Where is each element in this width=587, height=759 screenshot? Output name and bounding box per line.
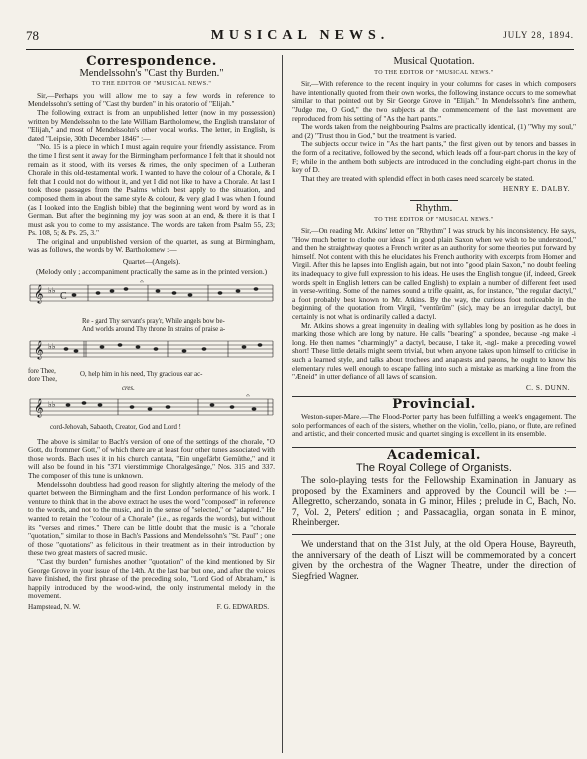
music-staff-2 — [28, 335, 275, 365]
lyric-line: O, help him in his need, Thy gracious ear ac- — [80, 370, 203, 378]
to-editor-line: TO THE EDITOR OF "MUSICAL NEWS." — [91, 81, 212, 88]
signature — [28, 603, 269, 612]
quartet-note: (Melody only ; accompaniment practically the same as in the printed version.) — [35, 266, 268, 276]
svg-text:C: C — [60, 291, 67, 303]
right-column — [292, 56, 576, 582]
separator — [292, 534, 576, 535]
paragraph: We understand that on the 31st July, at the old Opera House, Bayreuth, the anniversary of the death of Liszt will be commemorated by a concert given by the orchestra of the Wagner Theatre, under the direction of Siegfried Wagner. — [292, 539, 576, 582]
issue-date: JULY 28, 1894. — [503, 30, 574, 40]
article-title: Mendelssohn's "Cast thy Burden." — [79, 67, 224, 79]
paragraph: Mendelssohn doubtless had good reason for slightly altering the melody of the quartet between the Birmingham and the first London performance of his work. I venture to think that in the above extract he uses the word "composed" in reference to the words, and not to the music, and in the sense of "selected," or "adapted." He wanted to retain the "colour of a Chorale" (i.e., as regards the words), but without its "verses and rimes." There can be little doubt that the music is a "chorale "quotation," similar to those in Bach's Passions and Mendelssohn's "St. Paul" ; one of those "quotations" as felicitous in their treatment as in their introduction by these two great masters of sacred music. — [28, 479, 275, 558]
dynamic-marking: cres. — [122, 384, 135, 392]
column-divider — [282, 55, 283, 753]
section-heading-provincial: Provincial. — [392, 397, 476, 413]
paragraph: The words taken from the neighbouring Psalms are practically identical, (1) "Why my soul," and (2) "Trust thou in God," but the treatment is varied. — [292, 122, 576, 140]
svg-text:𝄐: 𝄐 — [246, 393, 250, 401]
paragraph: Sir,—With reference to the recent inquiry in your columns for cases in which composers have intentionally quoted from their own works, the following instance occurs to me somewhat similar to that pointed out by Sir George Grove in "Elijah." In Mendelssohn's fine anthem, "Judge me, O God," the two subjects at the commencement of the last movement are reproduced from his setting of "As the hart pants." — [292, 79, 576, 123]
svg-text:𝄞: 𝄞 — [34, 400, 44, 418]
paragraph: Mr. Atkins shows a great ingenuity in dealing with syllables long by position as he does in marking those which are long by nature. He calls "bearing" a spondee, because -ng make -i long. He then names "charmingly" a dactyl, because, I take it, -ngl- make a preceding vowel short! These little details might seem trivial, but when anyone takes upon himself to criticise in such a learned style, and talks about trochees and anapæsts and pæons, he ought to know his elementary rules well enough to escape falling into such a mistake as marking a line from the "Æneid" in utter defiance of all laws of scansion. — [292, 320, 576, 382]
music-staff-3 — [28, 393, 275, 421]
svg-text:♭♭: ♭♭ — [48, 400, 56, 410]
article-title: The Royal College of Organists. — [356, 462, 512, 475]
svg-text:𝄞: 𝄞 — [34, 286, 44, 304]
paragraph: Sir,—Perhaps you will allow me to say a few words in reference to Mendelssohn's setting of "Cast thy burden" in his oratorio of "Elijah." — [28, 90, 275, 109]
svg-text:♭♭: ♭♭ — [48, 286, 56, 296]
page-number: 78 — [26, 28, 39, 43]
paragraph: Weston-super-Mare.—The Flood-Porter party has been fulfilling a week's engagement. The solo performances of each of the sisters, whether on the violin, 'cello, piano, or flute, are refined and artistic, and their concerted music and quartet singing is excellent in its ensemble. — [292, 411, 576, 439]
music-score — [28, 279, 275, 432]
section-heading-correspondence: Correspondence. — [86, 54, 217, 69]
large-type-block — [292, 476, 576, 582]
section-heading-academical: Academical. — [387, 447, 481, 463]
signature-name: C. S. DUNN. — [525, 383, 570, 392]
lyric-line: cord-Jehovah, Sabaoth, Creator, God and Lord ! — [50, 424, 181, 431]
paragraph: "Cast thy burden" furnishes another "quotation" of the kind mentioned by Sir George Grove in your issue of the 14th. At the last bar but one, and after the voices have finished, the first phrase of the preceding solo, "Lord God of Abraham," is happily introduced by the wood-wind, the only instrumental melody in the movement. — [28, 556, 275, 601]
header-rule — [26, 49, 574, 50]
left-column — [28, 56, 275, 611]
masthead: MUSICAL NEWS. — [210, 28, 390, 43]
svg-text:𝄐: 𝄐 — [140, 279, 144, 287]
quoted-letter: "No. 15 is a piece in which I must again require your friendly assistance. From the time I first sent it away for the Birmingham performance I felt that it should not remain as it stood, with its verses & rimes, the only specimen of a Lutheran Chorale in this old-testamental work. I wanted to have the colour of a Chorale, & I felt that I could not do without it, and yet I did not like to have a Chorale. At last I took those passages from the Psalms which best apply to the situation, and composed them in about the same style & colour, & very glad I was when I found (as I looked into the English bible) that the beginning went word by word as in German. But after the beginning my joy was soon at an end, & there it is that I must ask you to come to my assistance. The words are taken from Psalm 55, 23; Ps. 108, 5; & Ps. 25, 3." — [28, 142, 275, 238]
signature-name: F. G. EDWARDS. — [216, 602, 269, 611]
paragraph: The subjects occur twice in "As the hart pants," the first given out by tenors and basses in the form of a recitative, followed by the second, which leads off a four-part chorus in the key of F; while in the anthem both subjects are introduced in the concluding eight-part chorus in the key of D. — [292, 139, 576, 175]
music-staff-1 — [28, 279, 275, 315]
to-editor-line: TO THE EDITOR OF "MUSICAL NEWS." — [374, 69, 494, 76]
paragraph: The following extract is from an unpublished letter (now in my possession) written by Mendelssohn to the late William Bartholomew, the English translator of "Elijah," and most of Mendelssohn's other vocal works. The letter, in English, is dated "Leipsie, 30th December 1846" :— — [28, 107, 275, 143]
separator — [410, 200, 458, 201]
lyric-line: And worlds around Thy throne In strains of praise a- — [82, 326, 226, 334]
article-title: Rhythm. — [415, 202, 453, 214]
paragraph: Sir,—On reading Mr. Atkins' letter on "Rhythm" I was struck by his inconsistency. He says, "How much better to clothe our ideas " in good plain Saxon when we wish to be understood," and then he straightway quotes a French writer as an authority for some theories put forward by himself. Not content with this he elucidates his French authority with excerpts from Homer and Virgil. After this he lapses into English again, but not into "good plain Saxon," no doubt feeling its inadequacy to give full expression to his ideas. He uses the English tongue (if, indeed, Greek words spelt in English letters can be called English) to explain a number of different feet used in verse-writing. Some of the names sound a trifle quaint, as, for instance, "the regular dactyl," a foot probably best known to Mr. Atkins. By the way, the curious foot noticeable in the beginning of the quotation from Virgil, "ventûrûm" (sic), may be an irregular dactyl, but certainly is not what is ordinarily called a dactyl. — [292, 226, 576, 322]
lyric-line: fore Thee, — [28, 367, 56, 375]
signature-name: HENRY E. DALBY. — [503, 185, 570, 194]
paragraph: The solo-playing tests for the Fellowship Examination in January as proposed by the Examiners and approved by the Council will be :—Allegretto, scherzando, sonata in G minor, Hiles ; prelude in C, Bach, No. 7, Vol. 2, Peters' edition ; and Passacaglia, organ sonata in E minor, Rheinberger. — [292, 475, 576, 529]
svg-text:♭♭: ♭♭ — [48, 342, 56, 352]
lyric-line: dore Thee, — [28, 376, 57, 384]
paragraph: That they are treated with splendid effect in both cases need scarcely be stated. — [301, 173, 534, 183]
quartet-title: Quartet—(Angels). — [122, 257, 181, 267]
lyric-line: Re - gard Thy servant's pray'r, While angels bow be- — [82, 317, 225, 325]
article-title: Musical Quotation. — [393, 56, 475, 67]
to-editor-line: TO THE EDITOR OF "MUSICAL NEWS." — [374, 216, 494, 223]
paragraph: The original and unpublished version of the quartet, as sung at Birmingham, was as follows, the words by W. Bartholomew :— — [28, 236, 275, 255]
paragraph: The above is similar to Bach's version of one of the settings of the chorale, "O Gott, du frommer Gott," of which there are at least four other tunes associated with those words. Bach uses it in his church cantata, "Ein ungefärbt Gemüthe," and it will also be found in his "371 vierstimmige Choralgesänge," Nos. 315 and 337. The composer of this tune is unknown. — [28, 436, 275, 480]
svg-text:𝄞: 𝄞 — [34, 342, 44, 360]
lyric-row — [28, 368, 275, 385]
running-header — [26, 28, 574, 46]
signature-place: Hampstead, N. W. — [28, 602, 81, 611]
